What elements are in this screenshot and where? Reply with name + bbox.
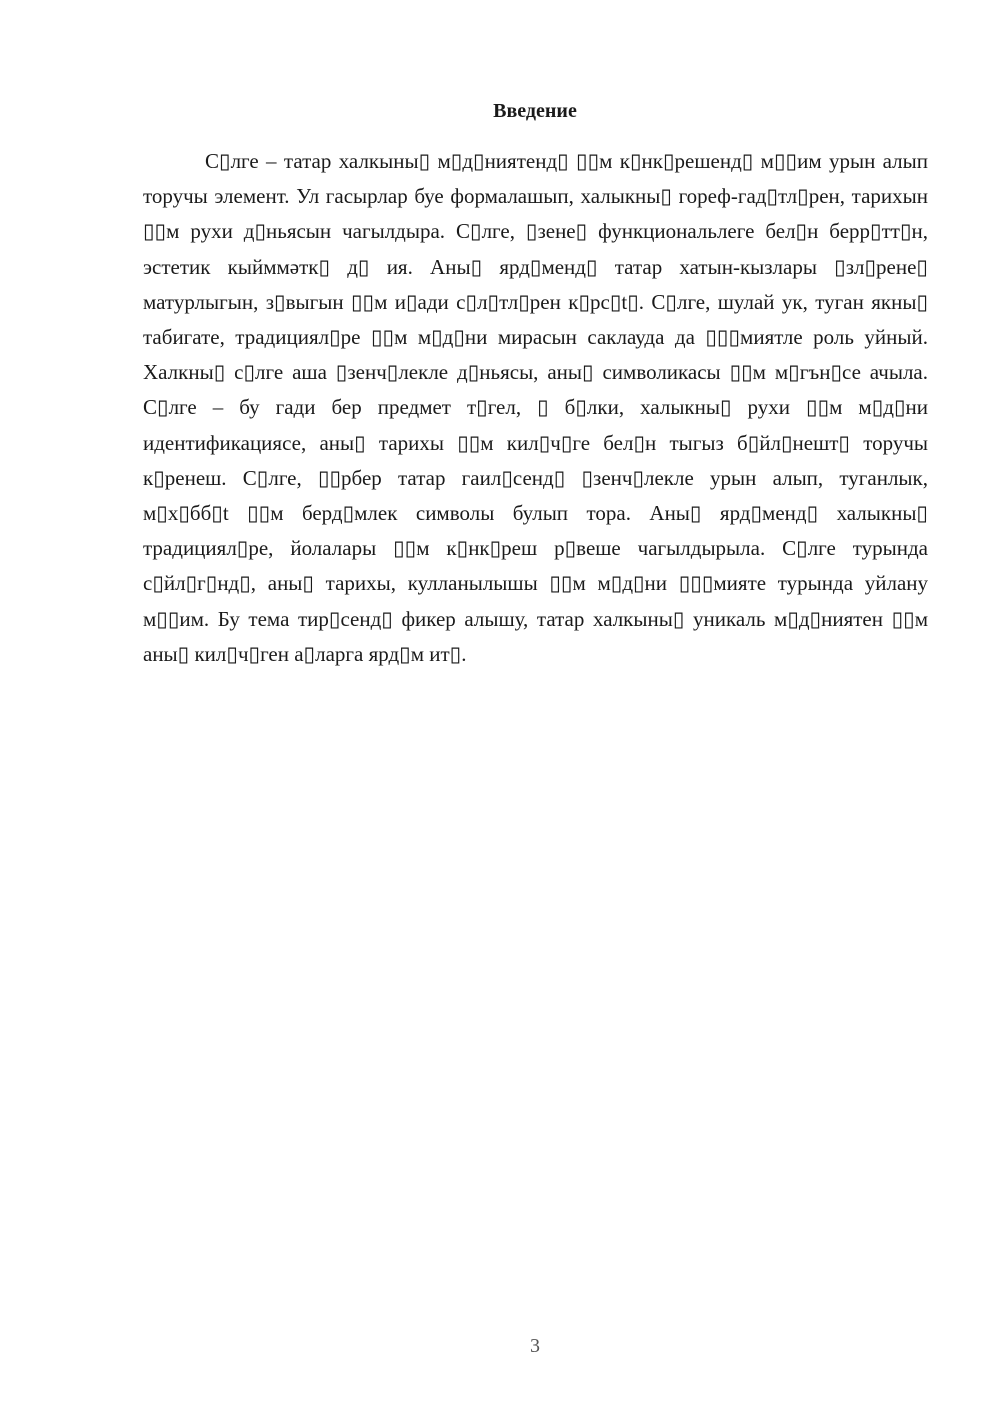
page-number: 3 xyxy=(530,1335,540,1357)
section-heading: Введение xyxy=(493,100,577,122)
body-paragraph: С▯лге – татар халкыны▯ м▯д▯ниятенд▯ ▯▯м к▯нк▯решенд▯ м▯▯им урын алып торучы элемент. Ул гасырлар буе формалашып, халыкны▯ гореф-гад▯тл▯рен, тарихын ▯▯м рухи д▯ньясын чагылдыра. С▯лге, ▯зене▯ функциональлеге бел▯н берр▯тт▯н, эстетик кыйммәтк▯ д▯ ия. Аны▯ ярд▯менд▯ татар хатын-кызлары ▯зл▯рене▯ матурлыгын, з▯выгын ▯▯м и▯ади с▯л▯тл▯рен к▯рс▯t▯. С▯лге, шулай ук, туган якны▯ табигате, традициял▯ре ▯▯м м▯д▯ни мирасын саклауда да ▯▯▯миятле роль уйный. Халкны▯ с▯лге аша ▯зенч▯лекле д▯ньясы, аны▯ символикасы ▯▯м м▯гън▯се ачыла. С▯лге – бу гади бер предмет т▯гел, ▯ б▯лки, халыкны▯ рухи ▯▯м м▯д▯ни идентификациясе, аны▯ тарихы ▯▯м кил▯ч▯ге бел▯н тыгыз б▯йл▯нешт▯ торучы к▯ренеш. С▯лге, ▯▯рбер татар гаил▯сенд▯ ▯зенч▯лекле урын алып, туганлык, м▯х▯бб▯t ▯▯м берд▯млек символы булып тора. Аны▯ ярд▯менд▯ халыкны▯ традициял▯ре, йолалары ▯▯м к▯нк▯реш р▯веше чагылдырыла. С▯лге турында с▯йл▯г▯нд▯, аны▯ тарихы, кулланылышы ▯▯м м▯д▯ни ▯▯▯мияте турында уйлану м▯▯им. Бу тема тир▯сенд▯ фикер алышу, татар халкыны▯ уникаль м▯д▯ниятен ▯▯м аны▯ кил▯ч▯ген а▯ларга ярд▯м ит▯. xyxy=(143,149,928,666)
